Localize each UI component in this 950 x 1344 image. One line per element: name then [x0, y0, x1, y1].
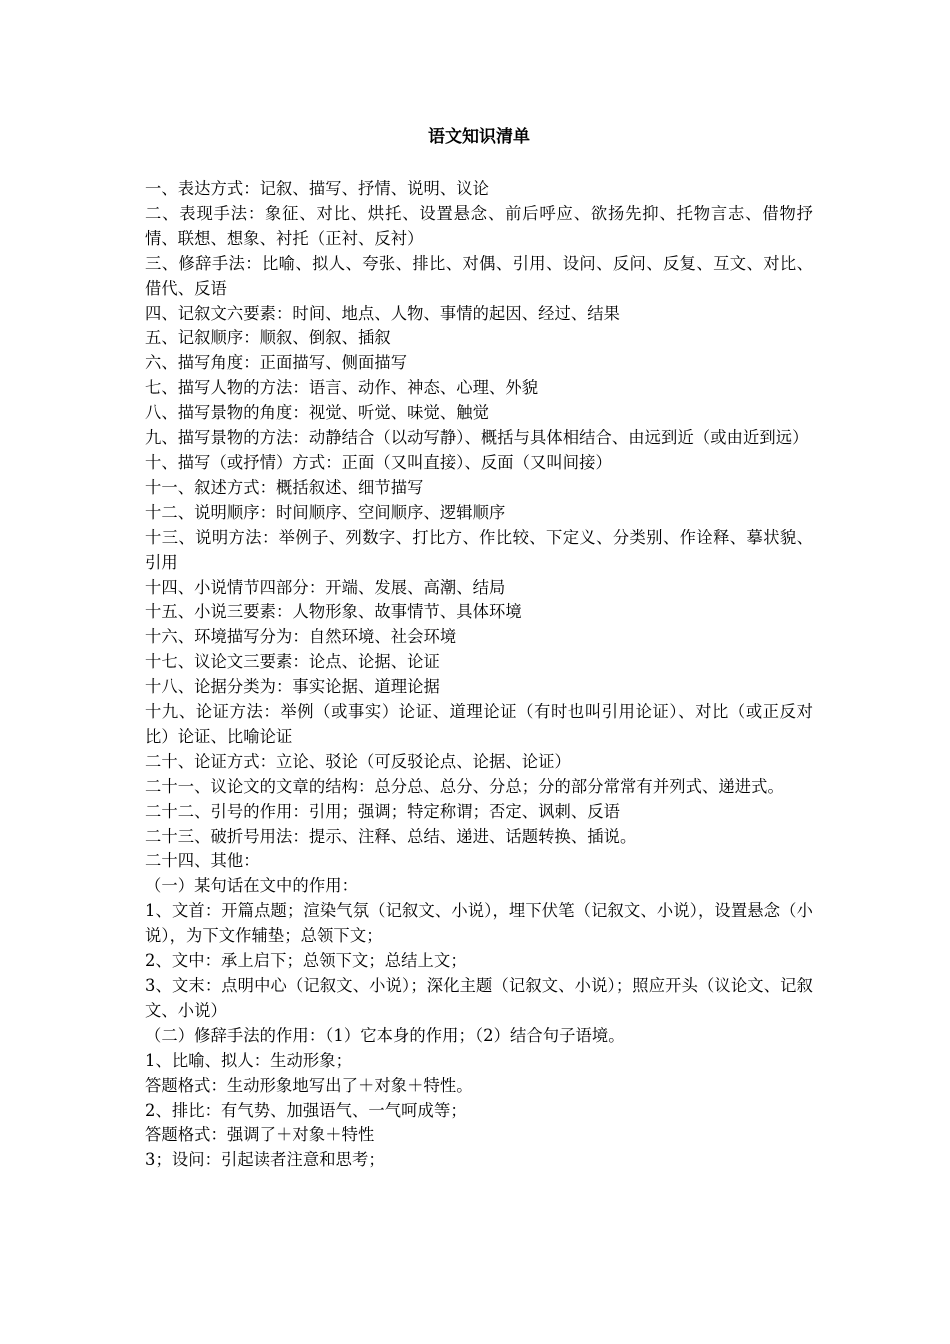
text-line: 十三、说明方法：举例子、列数字、打比方、作比较、下定义、分类别、作诠释、摹状貌、引用: [145, 527, 813, 572]
text-line: 十五、小说三要素：人物形象、故事情节、具体环境: [145, 602, 522, 622]
text-line: 五、记叙顺序：顺叙、倒叙、插叙: [145, 328, 391, 348]
text-line: 1、文首：开篇点题；渲染气氛（记叙文、小说），埋下伏笔（记叙文、小说），设置悬念（小说），为下文作辅垫；总领下文；: [145, 901, 813, 946]
text-line: 十、描写（或抒情）方式：正面（又叫直接）、反面（又叫间接）: [145, 452, 612, 472]
text-line: 3、文末：点明中心（记叙文、小说）；深化主题（记叙文、小说）；照应开头（议论文、记叙文、小说）: [145, 976, 813, 1020]
text-line: 十九、论证方法：举例（或事实）论证、道理论证（有时也叫引用论证）、对比（或正反对比）论证、比喻论证: [145, 702, 813, 746]
text-line: 九、描写景物的方法：动静结合（以动写静）、概括与具体相结合、由远到近（或由近到远）: [145, 428, 809, 448]
text-line: （二）修辞手法的作用：（1）它本身的作用；（2）结合句子语境。: [145, 1025, 625, 1045]
text-line: 十四、小说情节四部分：开端、发展、高潮、结局: [145, 577, 506, 597]
text-line: 七、描写人物的方法：语言、动作、神态、心理、外貌: [145, 378, 539, 398]
text-line: 六、描写角度：正面描写、侧面描写: [145, 353, 408, 373]
text-line: 二十三、破折号用法：提示、注释、总结、递进、话题转换、插说。: [145, 826, 637, 846]
text-line: 十八、论据分类为：事实论据、道理论据: [145, 677, 440, 697]
text-line: 答题格式：生动形象地写出了＋对象＋特性。: [145, 1075, 473, 1095]
text-line: 一、表达方式：记叙、描写、抒情、说明、议论: [145, 179, 490, 198]
text-line: 二十二、引号的作用：引用；强调；特定称谓；否定、讽刺、反语: [145, 801, 621, 821]
document-body: [145, 177, 813, 1173]
text-line: 八、描写景物的角度：视觉、听觉、味觉、触觉: [145, 403, 490, 423]
document-title: 语文知识清单: [428, 127, 530, 147]
text-line: 十一、叙述方式：概括叙述、细节描写: [145, 477, 424, 497]
text-line: 二、表现手法：象征、对比、烘托、设置悬念、前后呼应、欲扬先抑、托物言志、借物抒情、联想、想象、衬托（正衬、反衬）: [145, 203, 813, 248]
text-line: （一）某句话在文中的作用：: [145, 876, 358, 896]
text-line: 十六、环境描写分为：自然环境、社会环境: [145, 627, 457, 647]
text-line: 二十、论证方式：立论、驳论（可反驳论点、论据、论证）: [145, 751, 571, 771]
text-line: 二十四、其他：: [145, 851, 260, 871]
text-line: 2、文中：承上启下；总领下文；总结上文；: [145, 951, 467, 971]
text-line: 二十一、议论文的文章的结构：总分总、总分、分总；分的部分常常有并列式、递进式。: [145, 776, 784, 796]
text-line: 3；设问：引起读者注意和思考；: [145, 1150, 385, 1170]
text-line: 2、排比：有气势、加强语气、一气呵成等；: [145, 1100, 467, 1120]
text-line: 十七、议论文三要素：论点、论据、论证: [145, 652, 440, 672]
text-line: 1、比喻、拟人：生动形象；: [145, 1050, 353, 1070]
text-line: 三、修辞手法：比喻、拟人、夸张、排比、对偶、引用、设问、反问、反复、互文、对比、借代、反语: [145, 253, 813, 298]
text-line: 答题格式：强调了＋对象＋特性: [145, 1125, 375, 1145]
text-line: 四、记叙文六要素：时间、地点、人物、事情的起因、经过、结果: [145, 303, 621, 323]
text-line: 十二、说明顺序：时间顺序、空间顺序、逻辑顺序: [145, 502, 506, 522]
document-page: [145, 125, 813, 1173]
